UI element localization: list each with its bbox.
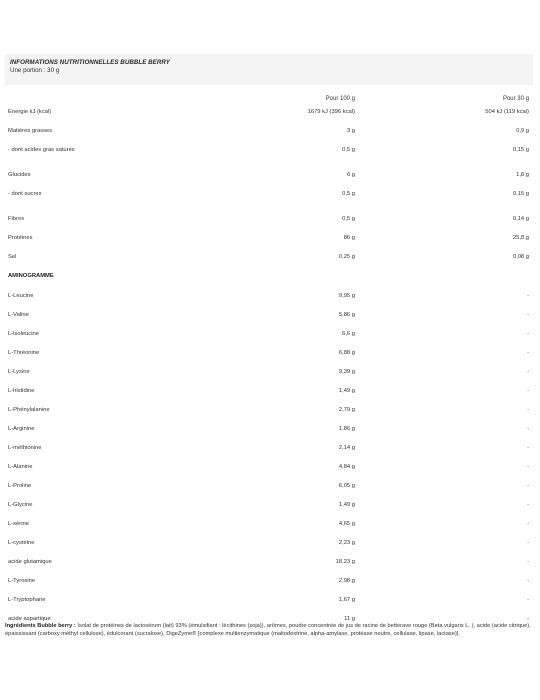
value-per30: - <box>527 388 529 394</box>
value-per30: 1,8 g <box>516 172 529 178</box>
value-per100: 2,98 g <box>338 578 355 584</box>
table-row <box>5 147 533 157</box>
table-row <box>5 254 533 264</box>
value-per30: - <box>527 293 529 299</box>
value-per100: 9,39 g <box>338 369 355 375</box>
value-per100: 0,5 g <box>342 191 355 197</box>
table-header <box>5 54 533 85</box>
row-label: Energie kJ (kcal) <box>8 109 52 115</box>
value-per30: - <box>527 407 529 413</box>
table-row <box>5 369 533 379</box>
row-label: L-histidine <box>8 388 35 394</box>
table-row <box>5 559 533 569</box>
table-title: INFORMATIONS NUTRITIONNELLES BUBBLE BERRY <box>10 59 170 66</box>
value-per100: 2,79 g <box>338 407 355 413</box>
row-label: L-Phénylalanine <box>8 407 50 413</box>
value-per30: - <box>527 331 529 337</box>
row-label: Matières grasses <box>8 128 53 134</box>
table-row <box>5 312 533 322</box>
value-per100: 3 g <box>346 128 355 134</box>
row-label: L-méthionine <box>8 445 42 451</box>
value-per30: - <box>527 445 529 451</box>
value-per100: 0,25 g <box>338 254 355 260</box>
row-label: - dont acides gras saturés <box>8 147 75 153</box>
row-label: Fibres <box>8 216 25 222</box>
value-per30: - <box>527 369 529 375</box>
value-per30: - <box>527 616 529 622</box>
value-per30: 0,9 g <box>516 128 529 134</box>
value-per30: 0,14 g <box>512 216 529 222</box>
table-row <box>5 502 533 512</box>
table-row <box>5 597 533 607</box>
table-row <box>5 388 533 398</box>
value-per100: 1679 kJ (396 kcal) <box>307 109 355 115</box>
table-row <box>5 235 533 245</box>
table-row <box>5 445 533 455</box>
value-per100: 6,6 g <box>342 331 355 337</box>
table-row <box>5 540 533 550</box>
row-label: L-Tyrosine <box>8 578 36 584</box>
row-label: L-Glycine <box>8 502 33 508</box>
table-row <box>5 407 533 417</box>
value-per30: - <box>527 597 529 603</box>
value-per100: 1,49 g <box>338 502 355 508</box>
row-label: L-Arginine <box>8 426 35 432</box>
value-per100: 86 g <box>343 235 355 241</box>
row-label: Glucides <box>8 172 31 178</box>
value-per30: 0,15 g <box>512 191 529 197</box>
value-per30: 0,15 g <box>512 147 529 153</box>
row-label: L-Thréonine <box>8 350 40 356</box>
value-per100: 0,5 g <box>342 147 355 153</box>
value-per30: 0,08 g <box>512 254 529 260</box>
table-row <box>5 172 533 182</box>
value-per30: - <box>527 483 529 489</box>
value-per100: 1,67 g <box>338 597 355 603</box>
column-per30: Pour 30 g <box>502 96 529 102</box>
value-per100: 11 g <box>344 616 355 622</box>
value-per30: - <box>527 312 529 318</box>
value-per100: 0,5 g <box>342 216 355 222</box>
table-row <box>5 191 533 201</box>
row-label: L-sérine <box>8 521 29 527</box>
table-row <box>5 216 533 226</box>
value-per30: - <box>527 578 529 584</box>
row-label: L-Alanine <box>8 464 33 470</box>
table-row <box>5 426 533 436</box>
value-per30: - <box>527 426 529 432</box>
nutrition-table <box>5 54 533 629</box>
column-per100: Pour 100 g <box>325 96 355 102</box>
ingredients-text <box>5 623 533 638</box>
row-label: L-Leucine <box>8 293 34 299</box>
row-label: AMINOGRAMME <box>8 273 54 279</box>
row-label: L-cystéine <box>8 540 35 546</box>
row-label: acide glutamique <box>8 559 52 565</box>
table-row <box>5 521 533 531</box>
value-per30: - <box>527 540 529 546</box>
row-label: L-Tryptophane <box>8 597 46 603</box>
row-label: L-Proline <box>8 483 32 489</box>
portion-size: Une portion : 30 g <box>10 67 60 74</box>
value-per100: 2,23 g <box>338 540 355 546</box>
table-row <box>5 293 533 303</box>
value-per100: 6,05 g <box>338 483 355 489</box>
value-per100: 9,95 g <box>338 293 355 299</box>
column-headers <box>5 87 533 109</box>
table-row <box>5 464 533 474</box>
table-row <box>5 578 533 588</box>
value-per30: - <box>527 464 529 470</box>
value-per30: - <box>527 350 529 356</box>
row-label: L-isoleucine <box>8 331 39 337</box>
value-per100: 1,49 g <box>338 388 355 394</box>
row-label: - dont sucres <box>8 191 42 197</box>
section-heading <box>5 273 533 283</box>
value-per30: 25,8 g <box>512 235 529 241</box>
value-per100: 5,86 g <box>338 312 355 318</box>
row-label: Sel <box>8 254 17 260</box>
value-per30: - <box>527 559 529 565</box>
table-row <box>5 350 533 360</box>
value-per30: - <box>527 521 529 527</box>
ingredients-heading: Ingrédients Bubble berry : <box>5 623 76 629</box>
value-per100: 4,65 g <box>338 521 355 527</box>
table-row <box>5 109 533 119</box>
value-per100: 1,86 g <box>338 426 355 432</box>
value-per100: 18,23 g <box>335 559 355 565</box>
ingredients-body: Isolat de protéines de lactosérum (lait) 93% (émulsifiant : lécithines (soja)), arômes, poudre concentrée de jus de racine de betterave rouge (Beta vulgaris L. ), acide (acide citrique), épaississant (carboxy méthyl cellulose), édulcorant (sucralose), DigeZyme® [complexe multienzymatique (maltodextrine, alpha-amylase, protéase neutre, cellulase, lipase, lactase)]. <box>5 623 531 637</box>
table-row <box>5 331 533 341</box>
table-body <box>5 109 533 629</box>
value-per30: - <box>527 502 529 508</box>
table-row <box>5 128 533 138</box>
row-label: acide aspartique <box>8 616 51 622</box>
row-label: L-Valine <box>8 312 29 318</box>
value-per100: 2,14 g <box>338 445 355 451</box>
row-label: Protéines <box>8 235 33 241</box>
table-row <box>5 483 533 493</box>
value-per100: 6,88 g <box>338 350 355 356</box>
row-label: L-Lysine <box>8 369 30 375</box>
value-per30: 504 kJ (119 kcal) <box>485 109 529 115</box>
value-per100: 4,84 g <box>338 464 355 470</box>
value-per100: 6 g <box>346 172 355 178</box>
